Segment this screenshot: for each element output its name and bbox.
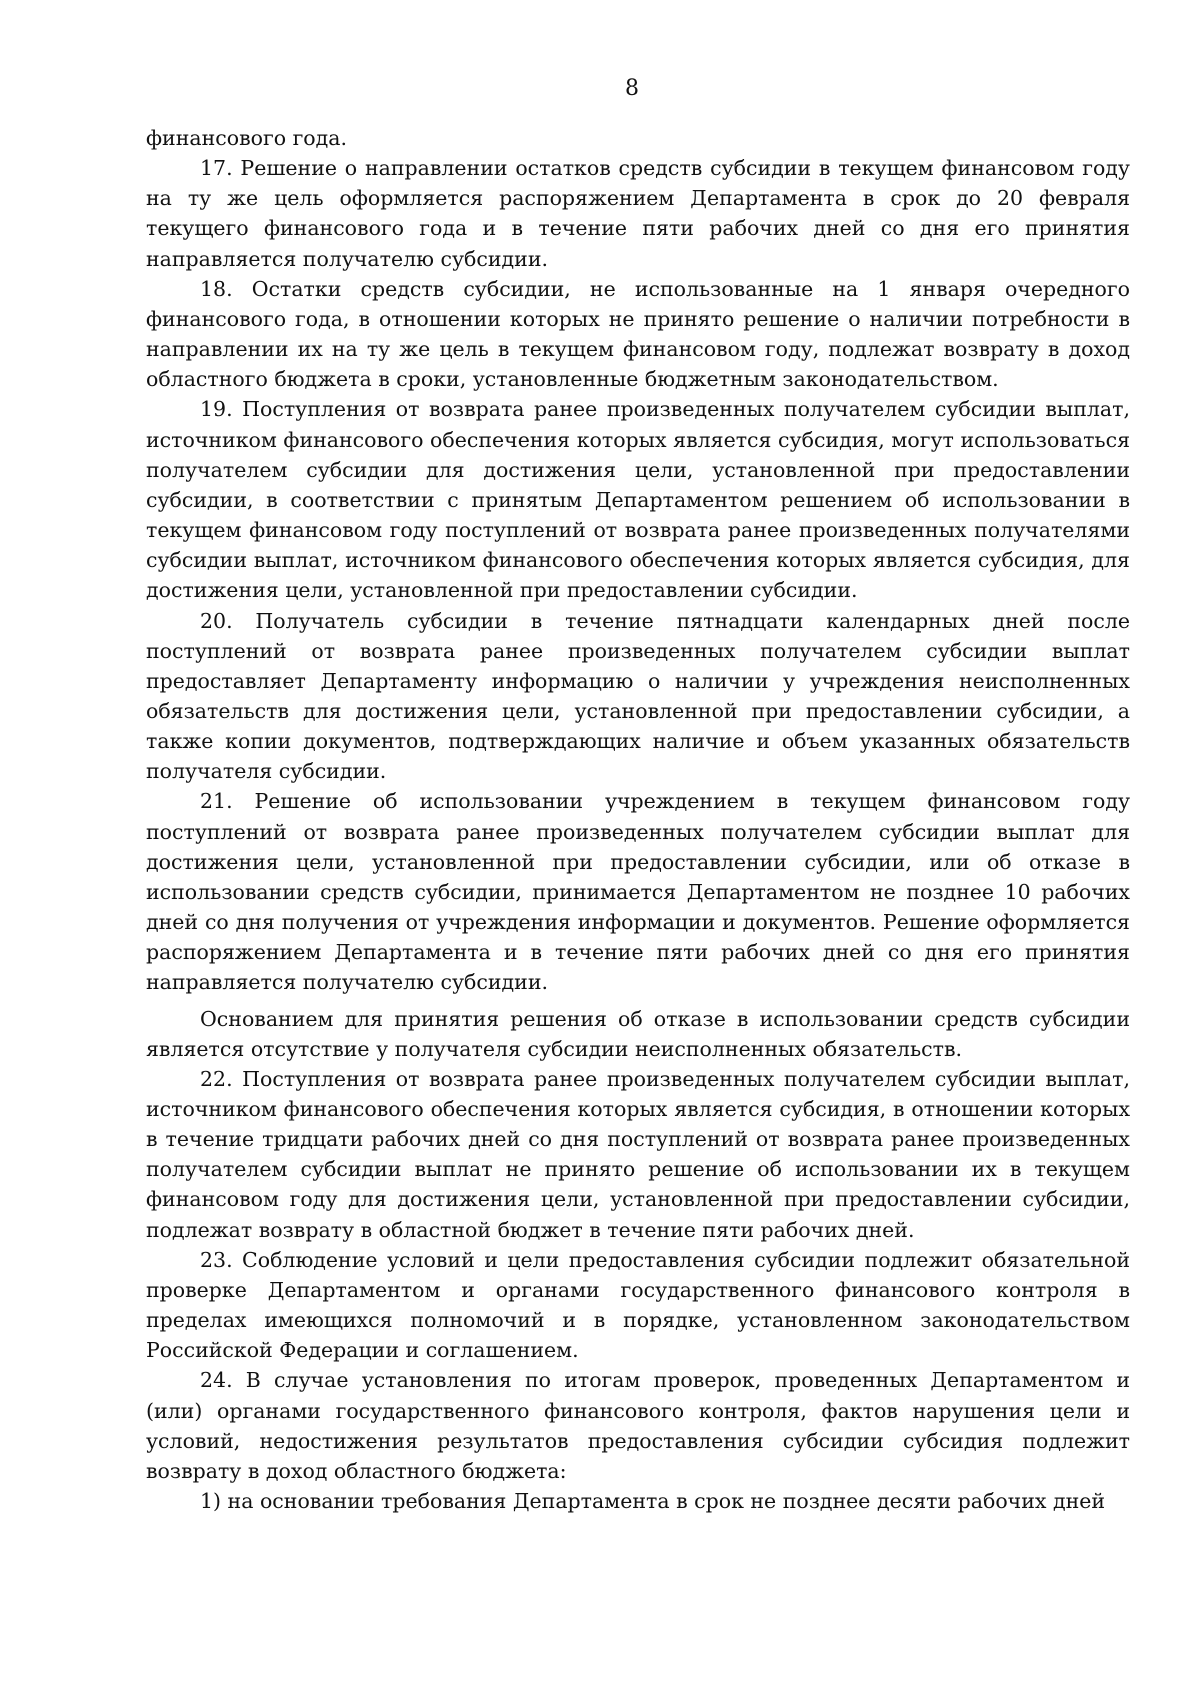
paragraph-24: 24. В случае установления по итогам проверок, проведенных Департаментом и (или) органами государственного финансового контроля, фактов нарушения цели и условий, недостижения результатов предоставления субсидии субсидия подлежит возврату в доход областного бюджета: [146, 1368, 1130, 1483]
paragraph-19: 19. Поступления от возврата ранее произведенных получателем субсидии выплат, источником финансового обеспечения которых является субсидия, могут использоваться получателем субсидии для достижения цели, установленной при предоставлении субсидии, в соответствии с принятым Департаментом решением об использовании в текущем финансовом году поступлений от возврата ранее произведенных получателями субсидии выплат, источником финансового обеспечения которых является субсидия, для достижения цели, установленной при предоставлении субсидии. [146, 397, 1130, 603]
paragraph-18: 18. Остатки средств субсидии, не использованные на 1 января очередного финансового года, в отношении которых не принято решение о наличии потребности в направлении их на ту же цель в текущем финансовом году, подлежат возврату в доход областного бюджета в сроки, установленные бюджетным законодательством. [146, 276, 1130, 392]
paragraph-22: 22. Поступления от возврата ранее произведенных получателем субсидии выплат, источником финансового обеспечения которых является субсидия, в отношении которых в течение тридцати рабочих дней со дня поступлений от возврата ранее произведенных получателем субсидии выплат не принято решение об использовании их в текущем финансовом году для достижения цели, установленной при предоставлении субсидии, подлежат возврату в областной бюджет в течение пяти рабочих дней. [146, 1066, 1130, 1242]
document-body [146, 123, 1130, 1516]
paragraph-24-item-1: 1) на основании требования Департамента в срок не позднее десяти рабочих дней [200, 1489, 1106, 1514]
paragraph-23: 23. Соблюдение условий и цели предоставления субсидии подлежит обязательной проверке Департаментом и органами государственного финансового контроля в пределах имеющихся полномочий и в порядке, установленном законодательством Российской Федерации и соглашением. [146, 1247, 1130, 1363]
paragraph-21: 21. Решение об использовании учреждением в текущем финансовом году поступлений от возврата ранее произведенных получателем субсидии выплат для достижения цели, установленной при предоставлении субсидии, или об отказе в использовании средств субсидии, принимается Департаментом не позднее 10 рабочих дней со дня получения от учреждения информации и документов. Решение оформляется распоряжением Департамента и в течение пяти рабочих дней со дня его принятия направляется получателю субсидии. [146, 789, 1130, 995]
page-number: 8 [625, 76, 639, 101]
paragraph-20: 20. Получатель субсидии в течение пятнадцати календарных дней после поступлений от возврата ранее произведенных получателем субсидии выплат предоставляет Департаменту информацию о наличии у учреждения неисполненных обязательств для достижения цели, установленной при предоставлении субсидии, а также копии документов, подтверждающих наличие и объем указанных обязательств получателя субсидии. [146, 608, 1130, 784]
paragraph-continuation: финансового года. [146, 126, 348, 150]
paragraph-21-refusal-basis: Основанием для принятия решения об отказе в использовании средств субсидии является отсутствие у получателя субсидии неисполненных обязательств. [146, 1006, 1130, 1061]
paragraph-17: 17. Решение о направлении остатков средств субсидии в текущем финансовом году на ту же цель оформляется распоряжением Департамента в срок до 20 февраля текущего финансового года и в течение пяти рабочих дней со дня его принятия направляется получателю субсидии. [146, 156, 1130, 271]
